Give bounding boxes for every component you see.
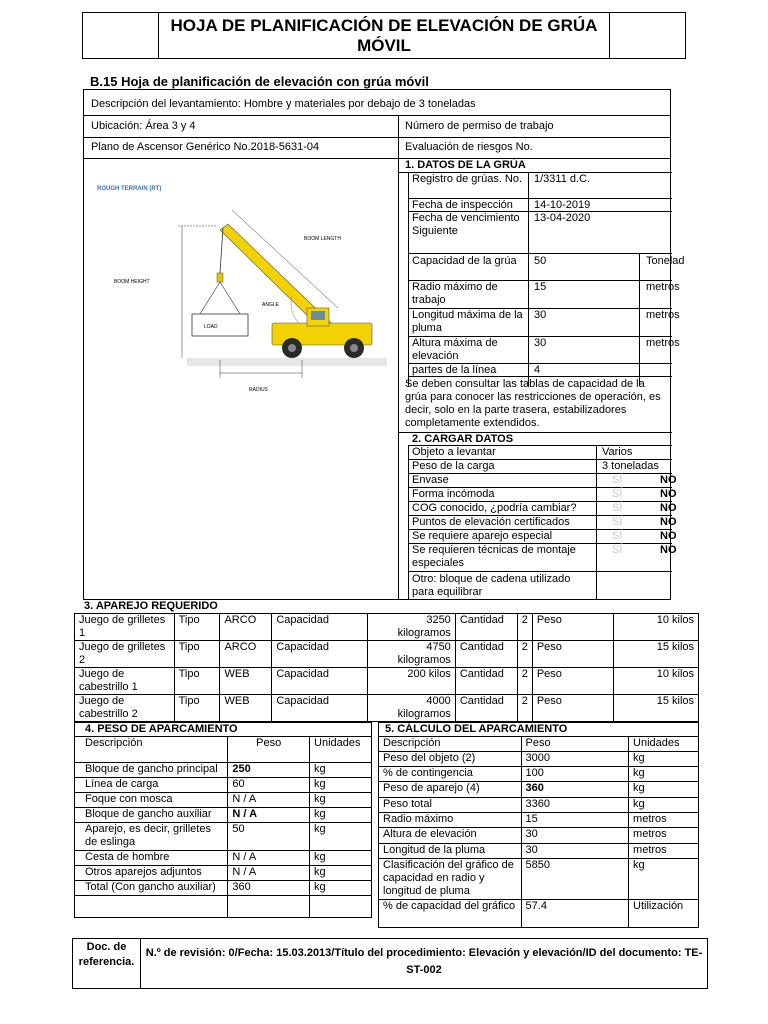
rigging-weight-label: Peso xyxy=(532,695,614,722)
max-lift-height-value: 30 xyxy=(534,337,547,349)
table-row xyxy=(379,782,699,798)
weight-unit: kg xyxy=(310,851,372,866)
rigging-row xyxy=(75,695,699,722)
calc-description: Radio máximo xyxy=(379,813,522,828)
weight-value: 50 xyxy=(228,823,310,851)
rigging-type-value: WEB xyxy=(220,695,272,722)
load-check-row-label: Forma incómoda xyxy=(412,488,495,500)
parking-calculation-title: 5. CÁLCULO DEL APARCAMIENTO xyxy=(379,723,699,737)
rigging-title: 3. APAREJO REQUERIDO xyxy=(84,600,218,612)
rigging-qty-value: 2 xyxy=(517,641,532,668)
calc-unit: metros xyxy=(629,828,699,844)
capacity-chart-note: Se deben consultar las tablas de capacidad de la grúa para conocer las restricciones de operación, es decir, solo en la parte trasera, estabilizadores completamente extendidos. xyxy=(405,378,661,429)
reference-doc-label: Doc. de referencia. xyxy=(73,939,141,988)
column-header: Peso xyxy=(521,737,629,752)
calc-value: 15 xyxy=(521,813,629,828)
inspection-date-label: Fecha de inspección xyxy=(412,199,513,211)
weight-description: Bloque de gancho auxiliar xyxy=(75,808,228,823)
work-permit: Número de permiso de trabajo xyxy=(405,120,554,132)
calc-value: 30 xyxy=(521,844,629,859)
rigging-item-name: Juego de grilletes 1 xyxy=(75,614,175,641)
table-row xyxy=(75,823,372,851)
calc-unit: kg xyxy=(629,752,699,767)
line-parts-label: partes de la línea xyxy=(412,364,497,376)
no-option[interactable]: NO xyxy=(660,530,677,542)
table-row xyxy=(75,881,372,896)
angle-label: ANGLE xyxy=(262,302,279,308)
no-option[interactable]: NO xyxy=(660,488,677,500)
weight-unit: kg xyxy=(310,881,372,896)
no-option[interactable]: NO xyxy=(660,474,677,486)
rigging-row xyxy=(75,614,699,641)
calc-description: % de capacidad del gráfico xyxy=(379,900,522,928)
calc-description: Longitud de la pluma xyxy=(379,844,522,859)
yes-option[interactable]: SÍ xyxy=(612,502,623,514)
yes-option[interactable]: SÍ xyxy=(612,488,623,500)
table-row xyxy=(75,763,372,778)
rigging-capacity-value: 200 kilos xyxy=(368,668,456,695)
rigging-type-label: Tipo xyxy=(174,668,220,695)
no-option[interactable]: NO xyxy=(660,544,677,556)
table-row xyxy=(75,851,372,866)
weight-unit: kg xyxy=(310,778,372,793)
weight-unit: kg xyxy=(310,808,372,823)
risk-assessment: Evaluación de riesgos No. xyxy=(405,141,533,153)
rigging-weight-label: Peso xyxy=(532,668,614,695)
rigging-type-label: Tipo xyxy=(174,695,220,722)
document-footer xyxy=(72,938,708,989)
expiry-date-label: Fecha de vencimiento Siguiente xyxy=(412,212,520,237)
table-row xyxy=(379,828,699,844)
rigging-capacity-label: Capacidad xyxy=(272,641,368,668)
calc-value: 30 xyxy=(521,828,629,844)
weight-description: Línea de carga xyxy=(75,778,228,793)
parking-calculation-table xyxy=(378,722,699,928)
rigging-capacity-value: 4000 kilogramos xyxy=(368,695,456,722)
hoist-rope xyxy=(220,228,223,273)
other-note: Otro: bloque de cadena utilizado para equilibrar xyxy=(412,573,571,598)
load-check-row-label: Puntos de elevación certificados xyxy=(412,516,570,528)
column-header: Unidades xyxy=(629,737,699,752)
rigging-weight-label: Peso xyxy=(532,641,614,668)
document-header xyxy=(82,12,686,59)
calc-description: Peso total xyxy=(379,798,522,813)
weight-unit: kg xyxy=(310,866,372,881)
rigging-row xyxy=(75,641,699,668)
max-radius-value: 15 xyxy=(534,281,547,293)
rigging-qty-value: 2 xyxy=(517,614,532,641)
rigging-qty-value: 2 xyxy=(517,695,532,722)
table-row xyxy=(75,793,372,808)
table-row xyxy=(379,900,699,928)
max-radius-unit: metros xyxy=(646,281,680,293)
calc-value: 57.4 xyxy=(521,900,629,928)
calc-description: % de contingencia xyxy=(379,767,522,782)
rigging-item-name: Juego de cabestrillo 2 xyxy=(75,695,175,722)
weight-description: Bloque de gancho principal xyxy=(75,763,228,778)
crane-type-label: ROUGH TERRAIN (RT) xyxy=(97,186,162,192)
crane-capacity-label: Capacidad de la grúa xyxy=(412,255,517,267)
table-row xyxy=(379,798,699,813)
calc-value: 5850 xyxy=(521,859,629,900)
table-row xyxy=(379,767,699,782)
load-check-row-label: COG conocido, ¿podría cambiar? xyxy=(412,502,577,514)
expiry-date-value: 13-04-2020 xyxy=(534,212,591,224)
weight-unit: kg xyxy=(310,793,372,808)
rigging-qty-label: Cantidad xyxy=(455,668,517,695)
yes-option[interactable]: SÍ xyxy=(612,530,623,542)
weight-value: N / A xyxy=(228,851,310,866)
weight-value: 250 xyxy=(228,763,310,778)
max-radius-label: Radio máximo de trabajo xyxy=(412,281,498,306)
crane-data-title: 1. DATOS DE LA GRÚA xyxy=(405,159,526,171)
weight-description: Aparejo, es decir, grilletes de eslinga xyxy=(75,823,228,851)
weight-value: N / A xyxy=(228,808,310,823)
inspection-date-value: 14-10-2019 xyxy=(534,199,591,211)
column-header: Peso xyxy=(228,737,310,763)
yes-option[interactable]: SÍ xyxy=(612,516,623,528)
rigging-row xyxy=(75,668,699,695)
load-check-row-label: Se requiere aparejo especial xyxy=(412,530,553,542)
crane-capacity-value: 50 xyxy=(534,255,547,267)
weight-value: N / A xyxy=(228,793,310,808)
rigging-item-name: Juego de grilletes 2 xyxy=(75,641,175,668)
calc-description: Peso de aparejo (4) xyxy=(379,782,522,798)
object-value: Varios xyxy=(602,446,633,458)
calc-unit: kg xyxy=(629,798,699,813)
rigging-weight-value: 15 kilos xyxy=(614,695,699,722)
no-option[interactable]: NO xyxy=(660,516,677,528)
table-row xyxy=(379,844,699,859)
weight-unit: kg xyxy=(310,823,372,851)
column-header: Descripción xyxy=(75,737,228,763)
hook-block xyxy=(217,273,223,282)
max-boom-length-unit: metros xyxy=(646,309,680,321)
revision-info: N.º de revisión: 0/Fecha: 15.03.2013/Título del procedimiento: Elevación y elevación/ID del documento: TE-ST-002 xyxy=(145,947,703,976)
line-parts-value: 4 xyxy=(534,364,541,376)
max-boom-length-value: 30 xyxy=(534,309,547,321)
rigging-capacity-value: 4750 kilogramos xyxy=(368,641,456,668)
lift-plan-number: Plano de Ascensor Genérico No.2018-5631-04 xyxy=(91,141,320,153)
location: Ubicación: Área 3 y 4 xyxy=(91,120,196,132)
crane-registry-label: Registro de grúas. No. xyxy=(412,173,523,185)
rigging-weight-value: 10 kilos xyxy=(614,668,699,695)
rigging-type-label: Tipo xyxy=(174,641,220,668)
load-weight-value: 3 toneladas xyxy=(602,460,659,472)
rigging-capacity-label: Capacidad xyxy=(272,614,368,641)
table-row xyxy=(379,752,699,767)
load-data-title: 2. CARGAR DATOS xyxy=(412,433,514,445)
calc-unit: Utilización xyxy=(629,900,699,928)
object-label: Objeto a levantar xyxy=(412,446,496,458)
rigging-type-value: WEB xyxy=(220,668,272,695)
calc-value: 3360 xyxy=(521,798,629,813)
general-info-box xyxy=(83,89,685,600)
radius-label: RADIUS xyxy=(249,387,268,393)
crane-diagram xyxy=(92,178,392,408)
calc-description: Peso del objeto (2) xyxy=(379,752,522,767)
rigging-capacity-label: Capacidad xyxy=(272,668,368,695)
table-row xyxy=(75,778,372,793)
crane-capacity-unit: Tonelad xyxy=(646,255,685,267)
load-box xyxy=(192,314,248,336)
max-lift-height-label: Altura máxima de elevación xyxy=(412,337,498,362)
weight-value: 360 xyxy=(228,881,310,896)
weight-value: N / A xyxy=(228,866,310,881)
weight-description: Otros aparejos adjuntos xyxy=(75,866,228,881)
boom-length-label: BOOM LENGTH xyxy=(304,236,341,242)
rigging-qty-value: 2 xyxy=(517,668,532,695)
header-right-cell xyxy=(609,13,685,58)
rigging-weight-label: Peso xyxy=(532,614,614,641)
load-check-row-label: Se requieren técnicas de montaje especiales xyxy=(412,544,576,569)
ground xyxy=(187,358,387,366)
weight-description: Total (Con gancho auxiliar) xyxy=(75,881,228,896)
rigging-item-name: Juego de cabestrillo 1 xyxy=(75,668,175,695)
column-header: Descripción xyxy=(379,737,522,752)
table-row xyxy=(75,866,372,881)
calc-unit: kg xyxy=(629,767,699,782)
rigging-weight-value: 10 kilos xyxy=(614,614,699,641)
parking-weight-table xyxy=(74,722,372,918)
load-weight-label: Peso de la carga xyxy=(412,460,495,472)
rigging-capacity-value: 3250 kilogramos xyxy=(368,614,456,641)
calc-description: Clasificación del gráfico de capacidad en radio y longitud de pluma xyxy=(379,859,522,900)
document-title: HOJA DE PLANIFICACIÓN DE ELEVACIÓN DE GRÚA MÓVIL xyxy=(170,16,598,55)
table-row xyxy=(379,859,699,900)
rigging-qty-label: Cantidad xyxy=(455,641,517,668)
weight-description: Cesta de hombre xyxy=(75,851,228,866)
calc-value: 3000 xyxy=(521,752,629,767)
crane-registry-value: 1/3311 d.C. xyxy=(534,173,591,185)
weight-value: 60 xyxy=(228,778,310,793)
rigging-type-label: Tipo xyxy=(174,614,220,641)
max-boom-length-label: Longitud máxima de la pluma xyxy=(412,309,523,334)
rigging-type-value: ARCO xyxy=(220,614,272,641)
section-title: B.15 Hoja de planificación de elevación con grúa móvil xyxy=(90,74,429,89)
header-left-cell xyxy=(83,13,159,58)
calc-unit: kg xyxy=(629,782,699,798)
calc-unit: metros xyxy=(629,844,699,859)
parking-weight-title: 4. PESO DE APARCAMIENTO xyxy=(75,723,372,737)
boom-height-label: BOOM HEIGHT xyxy=(114,279,150,285)
rigging-qty-label: Cantidad xyxy=(455,695,517,722)
weight-unit: kg xyxy=(310,763,372,778)
calc-unit: kg xyxy=(629,859,699,900)
yes-option[interactable]: SÍ xyxy=(612,474,623,486)
yes-option[interactable]: SÍ xyxy=(612,544,623,556)
rigging-type-value: ARCO xyxy=(220,641,272,668)
weight-description: Foque con mosca xyxy=(75,793,228,808)
column-header: Unidades xyxy=(310,737,372,763)
calc-value: 360 xyxy=(521,782,629,798)
no-option[interactable]: NO xyxy=(660,502,677,514)
table-row xyxy=(75,808,372,823)
calc-value: 100 xyxy=(521,767,629,782)
calc-unit: metros xyxy=(629,813,699,828)
calc-description: Altura de elevación xyxy=(379,828,522,844)
rigging-weight-value: 15 kilos xyxy=(614,641,699,668)
max-lift-height-unit: metros xyxy=(646,337,680,349)
rigging-table xyxy=(74,613,699,722)
load-label: LOAD xyxy=(204,324,218,330)
table-row xyxy=(379,813,699,828)
rigging-qty-label: Cantidad xyxy=(455,614,517,641)
load-check-row-label: Envase xyxy=(412,474,449,486)
lift-description: Descripción del levantamiento: Hombre y materiales por debajo de 3 toneladas xyxy=(91,98,476,110)
rigging-capacity-label: Capacidad xyxy=(272,695,368,722)
